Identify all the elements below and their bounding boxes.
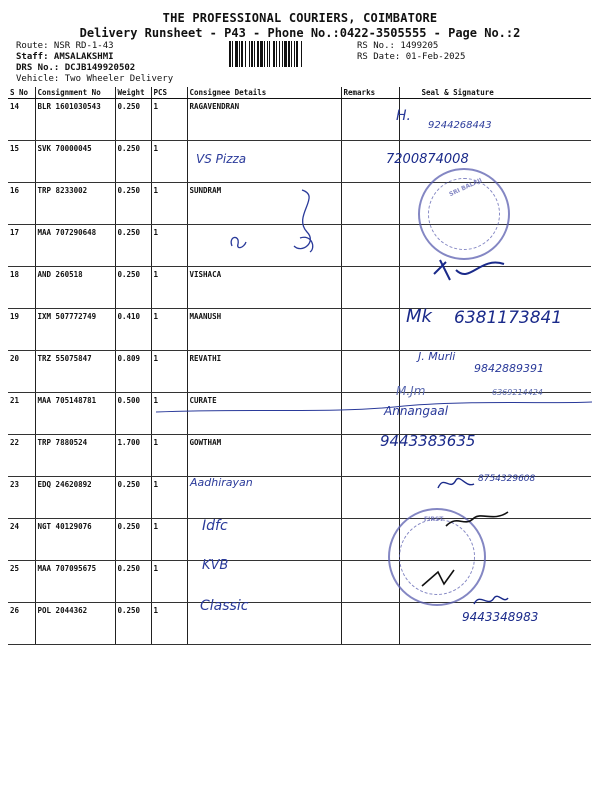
cell-sno: 21: [8, 393, 35, 435]
signature-row-23: [434, 470, 478, 496]
cell-sno: 25: [8, 561, 35, 603]
col-header-sno: S No: [8, 87, 35, 99]
cell-pcs: 1: [151, 519, 187, 561]
cell-sno: 16: [8, 183, 35, 225]
signature-row-25: [418, 566, 458, 590]
table-row: [8, 99, 591, 141]
handwritten-phone-26: 9443348983: [462, 610, 539, 624]
cell-sno: 23: [8, 477, 35, 519]
cell-weight: 0.410: [115, 309, 151, 351]
cell-consignment-no: TRP 8233002: [35, 183, 115, 225]
cell-pcs: 1: [151, 309, 187, 351]
cell-consignee: RAGAVENDRAN: [187, 99, 341, 141]
cell-consignment-no: MAA 705148781: [35, 393, 115, 435]
cell-consignee: REVATHI: [187, 351, 341, 393]
table-header-row: [8, 87, 591, 99]
table-row: [8, 435, 591, 477]
stamp-text-2: FIRST: [424, 516, 444, 523]
cell-consignee: SUNDRAM: [187, 183, 341, 225]
vehicle-label: Vehicle: Two Wheeler Delivery: [16, 74, 174, 84]
drs-label: DRS No.: DCJB149920502: [16, 63, 136, 73]
cell-pcs: 1: [151, 225, 187, 267]
cell-consignee: GOWTHAM: [187, 435, 341, 477]
stamp-text: SRI BALAJI: [448, 176, 484, 199]
cell-consignment-no: SVK 70000045: [35, 141, 115, 183]
cell-remarks: [341, 603, 399, 645]
cell-pcs: 1: [151, 141, 187, 183]
cell-consignment-no: IXM 507772749: [35, 309, 115, 351]
cell-remarks: [341, 351, 399, 393]
cell-pcs: 1: [151, 435, 187, 477]
handwritten-name-25: KVB: [202, 558, 229, 573]
route-label: Route: NSR RD-1-43: [16, 41, 114, 51]
cell-pcs: 1: [151, 561, 187, 603]
cell-pcs: 1: [151, 351, 187, 393]
barcode-image: [228, 41, 352, 67]
col-header-pcs: PCS: [151, 87, 187, 99]
signature-row-24: [444, 508, 510, 532]
company-title: THE PROFESSIONAL COURIERS, COIMBATORE: [162, 11, 438, 25]
cell-consignee: MAANUSH: [187, 309, 341, 351]
cell-consignment-no: TRP 7880524: [35, 435, 115, 477]
cell-weight: 0.250: [115, 183, 151, 225]
cell-weight: 0.250: [115, 267, 151, 309]
cell-weight: 0.250: [115, 225, 151, 267]
handwritten-name-15: VS Pizza: [196, 152, 247, 166]
cell-sno: 20: [8, 351, 35, 393]
cell-sno: 26: [8, 603, 35, 645]
cell-sno: 24: [8, 519, 35, 561]
signature-row-21: M.Jm: [396, 384, 426, 398]
cell-consignment-no: MAA 707095675: [35, 561, 115, 603]
signature-row-20: J. Murli: [418, 350, 456, 363]
cell-consignee: CURATE: [187, 393, 341, 435]
col-header-consignment: Consignment No: [35, 87, 115, 99]
cell-pcs: 1: [151, 183, 187, 225]
signature-row-17: [226, 230, 266, 254]
cell-weight: 0.250: [115, 603, 151, 645]
col-header-remarks: Remarks: [341, 87, 399, 99]
handwritten-name-24: Idfc: [202, 518, 228, 534]
handwritten-phone-21: 6369214424: [492, 388, 543, 397]
cell-weight: 1.700: [115, 435, 151, 477]
pen-stroke-line: [154, 398, 594, 420]
handwritten-phone-15: 7200874008: [386, 152, 469, 167]
cell-consignment-no: MAA 707290648: [35, 225, 115, 267]
cell-consignment-no: EDQ 24620892: [35, 477, 115, 519]
rs-date: RS Date: 01-Feb-2025: [357, 52, 466, 62]
signature-row-16: [282, 186, 332, 258]
cell-sno: 17: [8, 225, 35, 267]
cell-weight: 0.500: [115, 393, 151, 435]
cell-pcs: 1: [151, 603, 187, 645]
signature-row-26: [470, 590, 510, 610]
cell-consignment-no: AND 260518: [35, 267, 115, 309]
cell-sno: 19: [8, 309, 35, 351]
handwritten-name-26: Classic: [200, 598, 249, 614]
cell-consignment-no: TRZ 55075847: [35, 351, 115, 393]
handwritten-phone-14: 9244268443: [428, 120, 492, 131]
table-row: [8, 141, 591, 183]
staff-label: Staff: AMSALAKSHMI: [16, 52, 114, 62]
cell-remarks: [341, 183, 399, 225]
handwritten-phone-22: 9443383635: [380, 432, 476, 450]
handwritten-phone-23: 8754329608: [478, 474, 536, 484]
col-header-weight: Weight: [115, 87, 151, 99]
cell-sno: 14: [8, 99, 35, 141]
col-header-consignee: Consignee Details: [187, 87, 341, 99]
cell-sno: 22: [8, 435, 35, 477]
signature-row-18: [430, 254, 510, 288]
cell-remarks: [341, 477, 399, 519]
handwritten-phone-20: 9842889391: [474, 362, 544, 375]
handwritten-name-23: Aadhirayan: [190, 476, 253, 489]
cell-remarks: [341, 267, 399, 309]
cell-consignee: VISHACA: [187, 267, 341, 309]
cell-weight: 0.250: [115, 141, 151, 183]
cell-pcs: 1: [151, 393, 187, 435]
cell-consignment-no: BLR 1601030543: [35, 99, 115, 141]
cell-pcs: 1: [151, 267, 187, 309]
cell-pcs: 1: [151, 477, 187, 519]
cell-remarks: [341, 309, 399, 351]
cell-weight: 0.250: [115, 519, 151, 561]
cell-pcs: 1: [151, 99, 187, 141]
signature-row-14: H.: [396, 108, 411, 124]
handwritten-name-21: Annangaal: [384, 404, 449, 418]
rs-number: RS No.: 1499205: [357, 41, 439, 51]
cell-weight: 0.250: [115, 477, 151, 519]
signature-row-19: Mk: [406, 306, 432, 327]
cell-remarks: [341, 99, 399, 141]
cell-remarks: [341, 225, 399, 267]
cell-sno: 15: [8, 141, 35, 183]
cell-weight: 0.250: [115, 99, 151, 141]
cell-consignment-no: POL 2044362: [35, 603, 115, 645]
runsheet-subtitle: Delivery Runsheet - P43 - Phone No.:0422-3505555 - Page No.:2: [79, 26, 521, 40]
col-header-signature: Seal & Signature: [399, 87, 591, 99]
handwritten-phone-19: 6381173841: [454, 308, 563, 328]
cell-consignment-no: NGT 40129076: [35, 519, 115, 561]
courier-stamp: [418, 168, 510, 260]
cell-weight: 0.809: [115, 351, 151, 393]
cell-weight: 0.250: [115, 561, 151, 603]
cell-sno: 18: [8, 267, 35, 309]
